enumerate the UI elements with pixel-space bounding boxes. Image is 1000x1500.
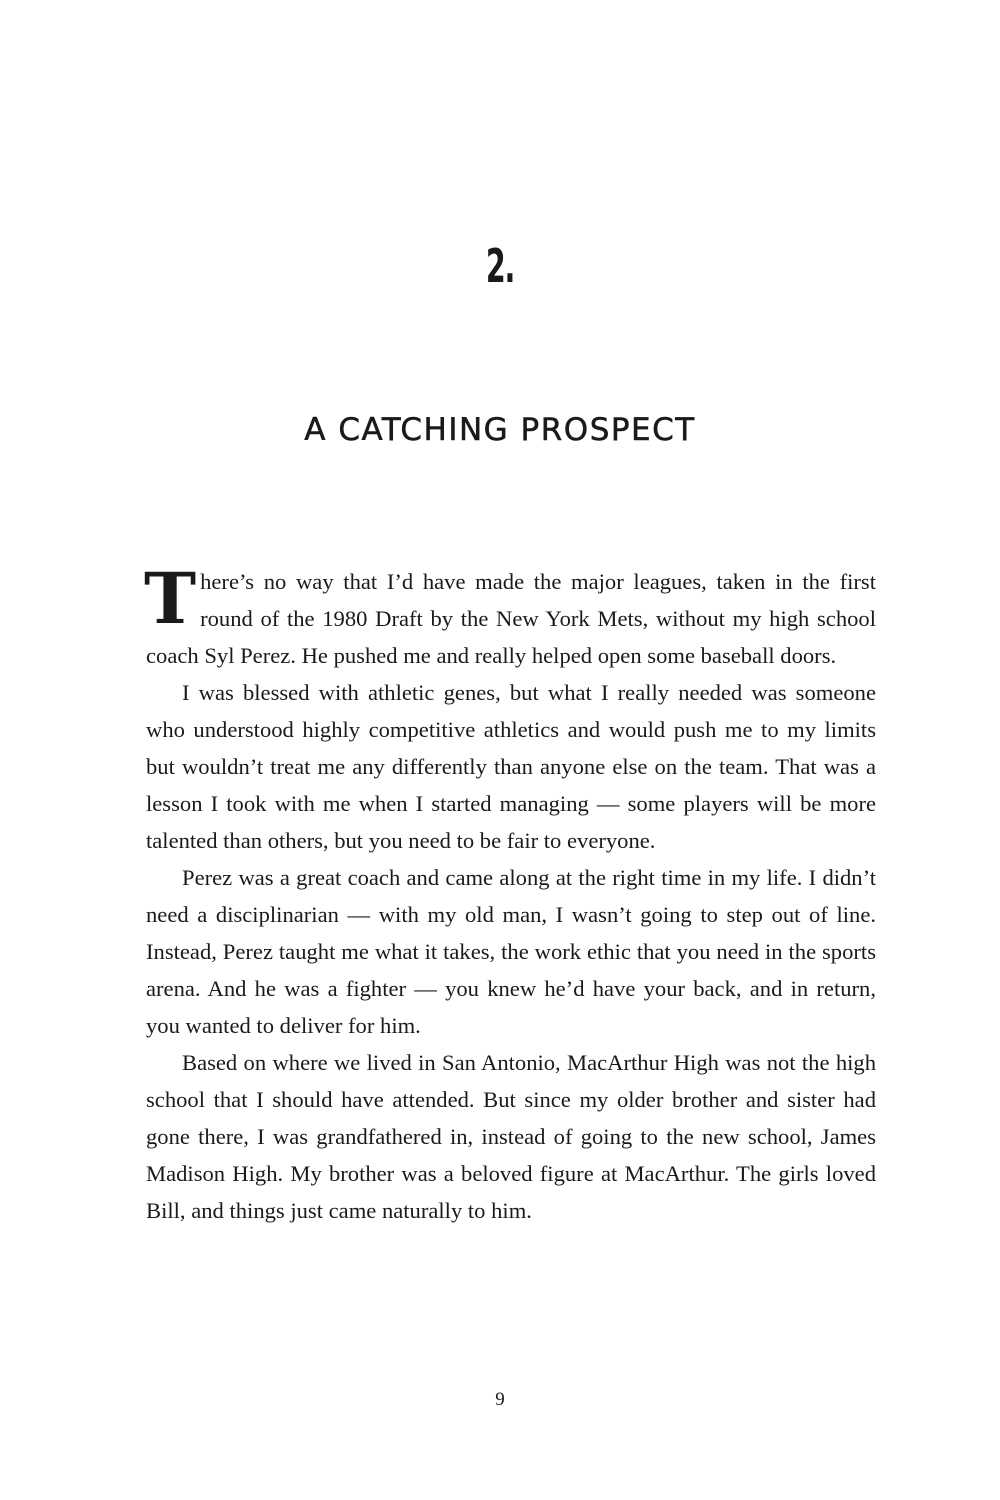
page-number: 9 [495, 1389, 505, 1410]
drop-cap: T [144, 557, 197, 640]
paragraph-3: Perez was a great coach and came along at the right time in my life. I didn’t need a disciplinarian — with my old man, I wasn’t going to step out of line. Instead, Perez taught me what it takes, the work ethic that you need in the sports arena. And he was a fighter — you knew he’d have your back, and in return, you wanted to deliver for him. [146, 865, 876, 1038]
chapter-body [144, 557, 876, 1229]
paragraph-2: I was blessed with athletic genes, but what I really needed was someone who understood highly competitive athletics and would push me to my limits but wouldn’t treat me any differently than anyone else on the team. That was a lesson I took with me when I started managing — some players will be more talented than others, but you need to be fair to everyone. [146, 680, 876, 853]
paragraph-4: Based on where we lived in San Antonio, MacArthur High was not the high school that I should have attended. But since my older brother and sister had gone there, I was grandfathered in, instead of going to the new school, James Madison High. My brother was a beloved figure at MacArthur. The girls loved Bill, and things just came naturally to him. [146, 1050, 876, 1223]
paragraph-1-text: here’s no way that I’d have made the major leagues, taken in the first round of the 1980 Draft by the New York Mets, without my high school coach Syl Perez. He pushed me and really helped open some baseball doors. [146, 569, 876, 668]
chapter-title: A CATCHING PROSPECT [304, 412, 696, 448]
chapter-number: 2. [485, 239, 515, 293]
paragraph-1 [144, 557, 876, 674]
